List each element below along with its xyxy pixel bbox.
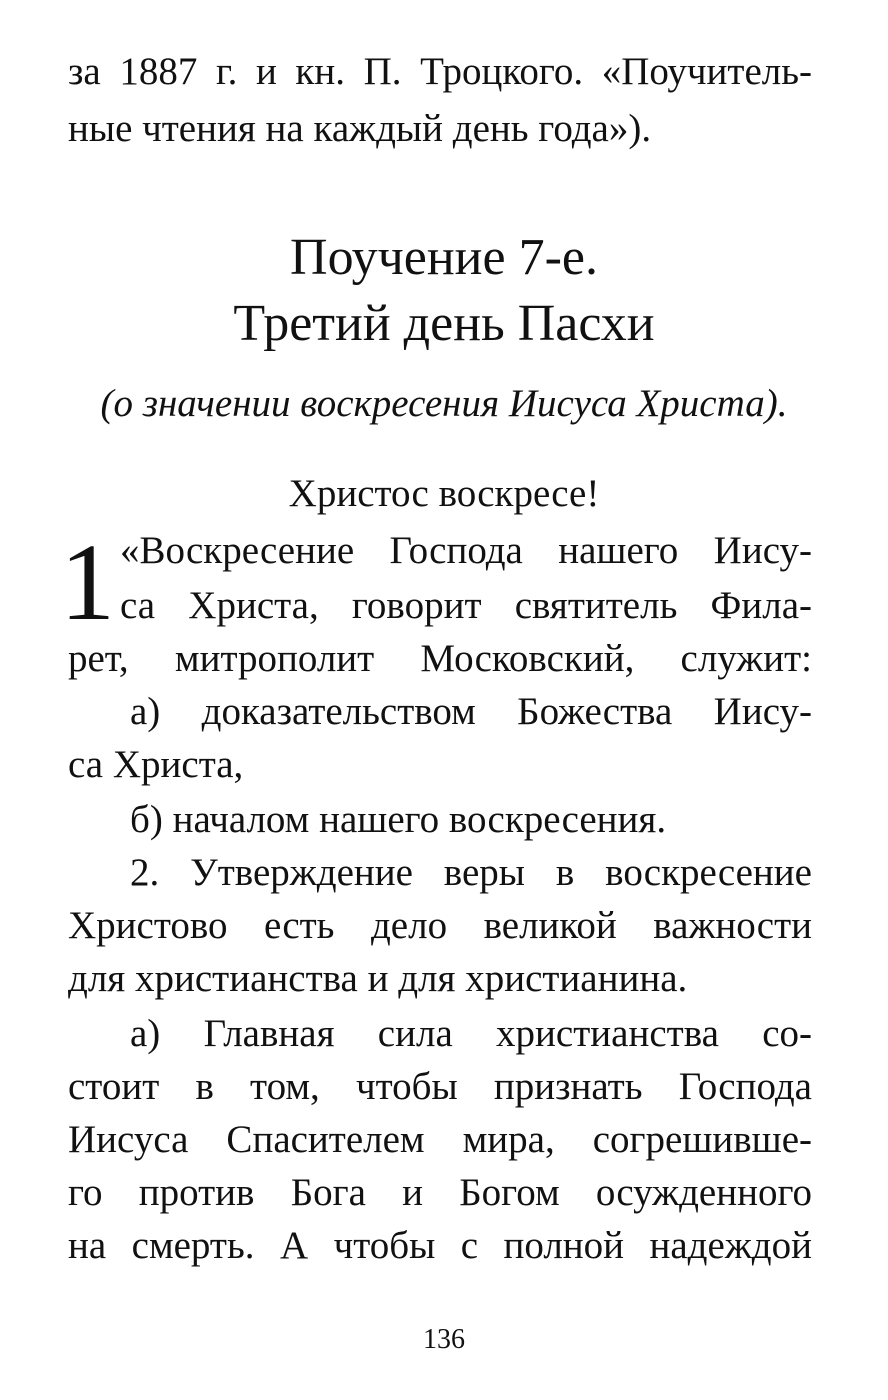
body-line-3: рет, митрополит Московский, служит:	[68, 637, 812, 680]
body-line-2: са Христа, говорит святитель Фила-	[120, 584, 812, 627]
body-line-8: Христово есть дело великой важности	[68, 904, 812, 947]
body-line-14: на смерть. А чтобы с полной надеждой	[68, 1224, 812, 1267]
intro-line-1: за 1887 г. и кн. П. Троцкого. «Поучитель-	[68, 50, 812, 93]
body-line-6: б) началом нашего воскресения.	[130, 798, 667, 841]
greeting-line: Христос воскресе!	[288, 472, 600, 515]
body-line-12: Иисуса Спасителем мира, согрешивше-	[68, 1118, 812, 1161]
chapter-subtitle: (о значении воскресения Иисуса Христа).	[100, 382, 788, 425]
body-line-5: са Христа,	[68, 743, 244, 786]
drop-cap-number: 1	[60, 521, 115, 643]
body-line-7: 2. Утверждение веры в воскресение	[130, 851, 812, 894]
body-line-1: «Воскресение Господа нашего Иису-	[120, 529, 812, 572]
body-line-9: для христианства и для христианина.	[68, 957, 688, 1000]
chapter-heading-line-1: Поучение 7-е.	[290, 229, 598, 286]
body-line-10: а) Главная сила христианства со-	[130, 1012, 812, 1055]
body-line-11: стоит в том, чтобы признать Господа	[68, 1065, 812, 1108]
body-line-13: го против Бога и Богом осужденного	[68, 1171, 812, 1214]
body-line-4: а) доказательством Божества Иису-	[130, 690, 812, 733]
intro-line-2: ные чтения на каждый день года»).	[68, 107, 652, 150]
page-number: 136	[423, 1324, 465, 1355]
chapter-heading-line-2: Третий день Пасхи	[233, 295, 655, 352]
